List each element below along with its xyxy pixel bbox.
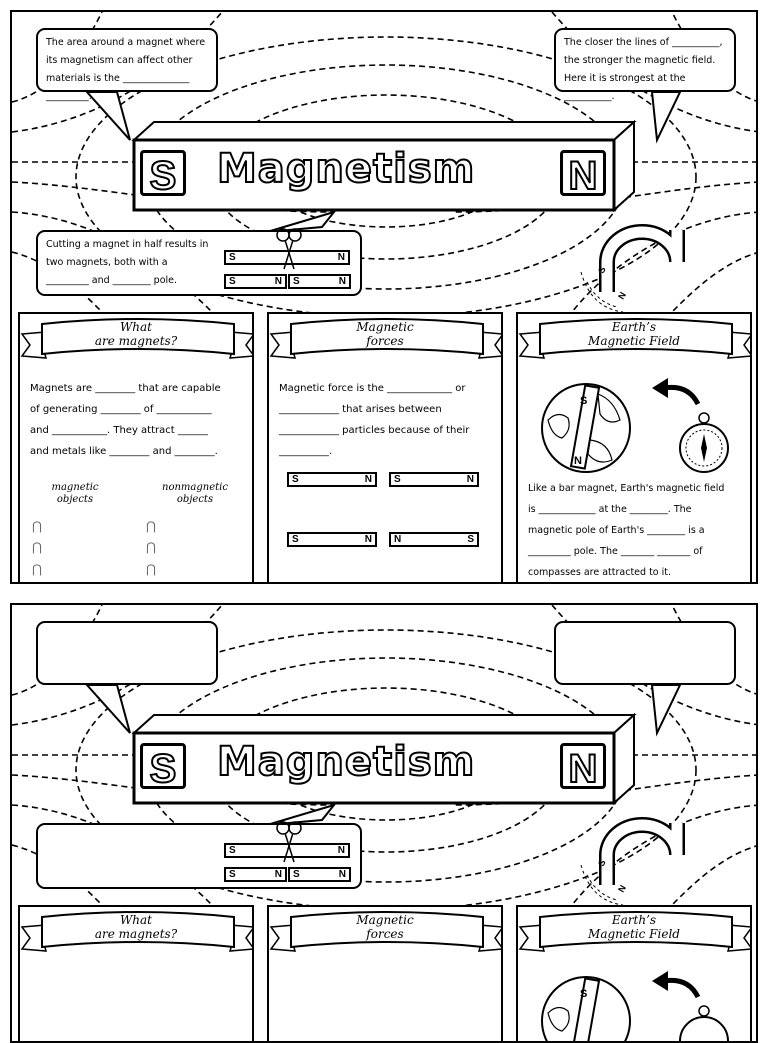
svg-text:N: N xyxy=(616,883,628,894)
half-magnet-left: S N xyxy=(224,867,287,882)
earth-globe-icon xyxy=(538,380,634,476)
worksheet-blank xyxy=(10,603,758,1043)
banner-title-line1: Magnetic xyxy=(356,913,414,927)
bubble-blank-right xyxy=(554,621,736,685)
north-pole-label: N xyxy=(560,150,606,196)
panel-magnetic-forces xyxy=(267,905,503,1043)
banner-title-line2: forces xyxy=(366,334,404,348)
south-pole-label: S xyxy=(140,150,186,196)
panel-earths-magnetic-field xyxy=(516,905,752,1043)
horseshoe-magnet-icon xyxy=(577,222,687,312)
half-magnet-left: S N xyxy=(224,274,287,289)
earth-field-definition: Like a bar magnet, Earth's magnetic field is ____________ at the ________. The magnetic pole of Earth's ________ is a _________ pole. The _______ _______ of compasses are attracted to it. xyxy=(528,483,725,578)
half-magnet-right: S N xyxy=(288,274,351,289)
attract-magnet-right: S N xyxy=(389,472,479,487)
compass-icon xyxy=(676,410,732,476)
magnet-bullet-icon: ⋂ xyxy=(146,540,156,554)
nonmagnetic-objects-heading: nonmagnetic objects xyxy=(162,482,228,505)
magnets-definition: Magnets are ________ that are capable of generating ________ of ___________ and ___________. They attract ______ and metals like ________ and ________. xyxy=(30,383,221,457)
attract-magnet-left: S N xyxy=(287,472,377,487)
svg-text:N: N xyxy=(574,455,582,467)
scissors-icon xyxy=(274,227,304,271)
bubble-cut-magnet: Cutting a magnet in half results in two magnets, both with a _________ and ________ pole. xyxy=(36,230,362,296)
curved-arrow-icon xyxy=(648,374,708,414)
south-pole-label: S xyxy=(140,743,186,789)
repel-magnet-right: N S xyxy=(389,532,479,547)
svg-text:S: S xyxy=(596,264,608,275)
bubble-field-lines: The closer the lines of __________, the stronger the magnetic field. Here it is strongest at the __________. xyxy=(554,28,736,92)
curved-arrow-icon xyxy=(648,967,708,1007)
bubble-blank-left xyxy=(36,621,218,685)
magnet-bullet-icon: ⋂ xyxy=(146,562,156,576)
panel-what-are-magnets xyxy=(18,312,254,584)
banner-title-line1: What xyxy=(119,913,153,927)
panel-earths-magnetic-field xyxy=(516,312,752,584)
worksheet-filled xyxy=(10,10,758,584)
magnet-bullet-icon: ⋂ xyxy=(32,519,42,533)
whole-bar-magnet: S N xyxy=(224,843,350,858)
banner-title-line1: Earth’s xyxy=(611,320,657,334)
svg-text:S: S xyxy=(580,395,588,407)
scissors-icon xyxy=(274,820,304,864)
svg-text:N: N xyxy=(616,290,628,301)
bubble-magnetic-field: The area around a magnet where its magnetism can affect other materials is the ______________ _________. xyxy=(36,28,218,92)
page-title: Magnetism xyxy=(217,739,476,785)
magnet-bullet-icon: ⋂ xyxy=(32,562,42,576)
repel-magnet-left: S N xyxy=(287,532,377,547)
forces-definition: Magnetic force is the _____________ or ____________ that arises between ____________ particles because of their __________. xyxy=(279,383,470,457)
banner-title-line1: What xyxy=(119,320,153,334)
magnetic-objects-heading: magnetic objects xyxy=(51,482,99,505)
compass-icon xyxy=(676,1003,732,1043)
earth-globe-icon xyxy=(538,973,634,1043)
half-magnet-right: S N xyxy=(288,867,351,882)
banner-title-line1: Earth’s xyxy=(611,913,657,927)
panel-what-are-magnets xyxy=(18,905,254,1043)
magnet-bullet-icon: ⋂ xyxy=(146,519,156,533)
panel-magnetic-forces xyxy=(267,312,503,584)
magnet-bullet-icon: ⋂ xyxy=(32,540,42,554)
banner-title-line2: Magnetic Field xyxy=(588,334,680,348)
north-pole-label: N xyxy=(560,743,606,789)
svg-text:S: S xyxy=(580,988,588,1000)
banner-title-line2: are magnets? xyxy=(94,927,178,941)
banner-title-line2: Magnetic Field xyxy=(588,927,680,941)
banner-title-line2: are magnets? xyxy=(94,334,178,348)
horseshoe-magnet-icon xyxy=(577,815,687,905)
whole-bar-magnet: S N xyxy=(224,250,350,265)
banner-title-line2: forces xyxy=(366,927,404,941)
page-title: Magnetism xyxy=(217,146,476,192)
banner-title-line1: Magnetic xyxy=(356,320,414,334)
svg-text:S: S xyxy=(596,857,608,868)
